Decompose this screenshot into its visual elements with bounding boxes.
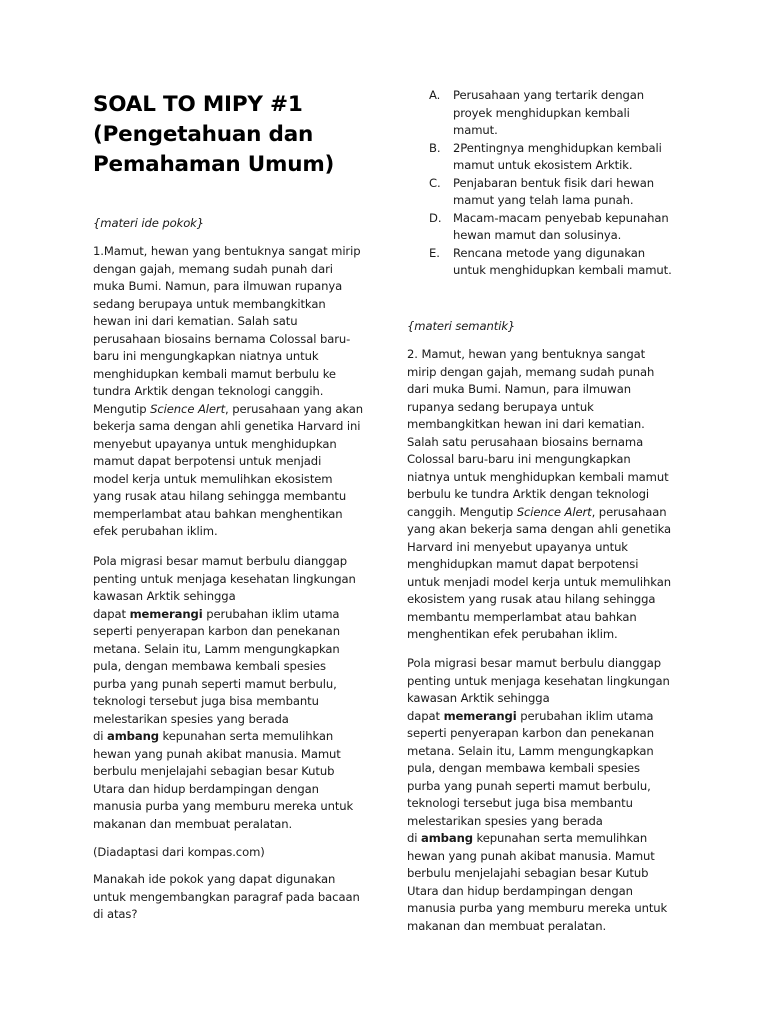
text-line: Pola migrasi besar mamut berbulu dianggap	[93, 554, 348, 568]
text-line: makanan dan membuat peralatan.	[407, 918, 607, 933]
text-span: perubahan iklim utama	[202, 606, 340, 621]
title-line: (Pengetahuan dan	[93, 122, 314, 147]
text-line: perusahaan biosains bernama Colossal baru-	[93, 331, 351, 346]
option-text-line: Perusahaan yang tertarik dengan	[453, 88, 644, 102]
option-letter: E.	[429, 245, 440, 260]
bold-term: memerangi	[443, 708, 517, 723]
option-b[interactable]	[407, 140, 682, 175]
section-tag-main-idea: {materi ide pokok}	[93, 216, 205, 230]
title-line: Pemahaman Umum)	[93, 152, 335, 177]
text-line: teknologi tersebut juga bisa membantu	[93, 694, 319, 708]
text-line: efek perubahan iklim.	[93, 524, 218, 538]
option-text-line: proyek menghidupkan kembali	[453, 105, 630, 120]
text-line: membantu memperlambat atau bahkan	[407, 609, 637, 624]
text-line: yang rusak atau hilang sehingga membantu	[93, 489, 347, 503]
option-text-line: Rencana metode yang digunakan	[453, 245, 646, 260]
text-line: bekerja sama dengan ahli genetika Harvard ini	[93, 419, 361, 433]
text-line: berbulu menjelajahi sebagian besar Kutub	[407, 866, 649, 880]
text-line: rupanya sedang berupaya untuk	[407, 399, 594, 414]
text-line: melestarikan spesies yang berada	[407, 813, 603, 828]
option-letter: C.	[429, 175, 441, 190]
text-line: berbulu ke tundra Arktik dengan teknologi	[407, 487, 650, 501]
text-line: ekosistem yang rusak atau hilang sehingga	[407, 592, 656, 606]
text-line: baru ini mengungkapkan niatnya untuk	[93, 349, 319, 363]
text-line: penting untuk menjaga kesehatan lingkungan	[93, 571, 356, 586]
text-line: metana. Selain itu, Lamm mengungkapkan	[93, 641, 340, 656]
text-line: hewan yang punah akibat manusia. Mamut	[93, 746, 341, 761]
text-line: mamut dapat berpotensi untuk menjadi	[93, 454, 322, 468]
option-letter: D.	[429, 210, 442, 225]
bold-term: memerangi	[129, 606, 203, 621]
text-line	[93, 401, 363, 419]
passage-2-paragraph-2	[407, 655, 670, 935]
text-line: membangkitkan hewan ini dari kematian.	[407, 417, 645, 431]
option-e[interactable]	[407, 245, 682, 280]
option-text-line: mamut.	[453, 123, 498, 137]
text-span: di	[93, 729, 107, 743]
text-line: untuk menjadi model kerja untuk memulihkan	[407, 574, 671, 589]
text-line: menghentikan efek perubahan iklim.	[407, 627, 618, 641]
passage-1-paragraph-2	[93, 553, 356, 833]
option-text-line: untuk menghidupkan kembali mamut.	[453, 263, 672, 277]
text-line: teknologi tersebut juga bisa membantu	[407, 796, 633, 810]
text-line: hewan yang punah akibat manusia. Mamut	[407, 848, 655, 863]
text-line: Manakah ide pokok yang dapat digunakan	[93, 872, 336, 886]
text-line: manusia purba yang memburu mereka untuk	[407, 901, 668, 915]
text-line: seperti penyerapan karbon dan penekanan	[407, 726, 654, 740]
text-line: menghidupkan kembali mamut berbulu ke	[93, 366, 336, 381]
text-line: 1.Mamut, hewan yang bentuknya sangat mirip	[93, 244, 361, 258]
text-line: model kerja untuk memulihkan ekosistem	[93, 471, 333, 486]
text-line: 2. Mamut, hewan yang bentuknya sangat	[407, 347, 646, 361]
text-line: di atas?	[93, 907, 138, 921]
text-line: mirip dengan gajah, memang sudah punah	[407, 364, 655, 379]
question-1-text	[93, 871, 360, 924]
passage-1-paragraph-1	[93, 243, 363, 541]
text-span: dapat	[407, 708, 444, 723]
text-line	[407, 504, 671, 522]
text-span: canggih. Mengutip	[407, 504, 517, 519]
text-span: , perusahaan	[591, 504, 667, 519]
text-line: makanan dan membuat peralatan.	[93, 816, 293, 831]
page-title	[93, 90, 383, 180]
text-line: dengan gajah, memang sudah punah dari	[93, 261, 333, 276]
text-line: kawasan Arktik sehingga	[407, 691, 550, 705]
text-line: dari muka Bumi. Namun, para ilmuwan	[407, 382, 631, 396]
option-text-line: mamut untuk ekosistem Arktik.	[453, 158, 633, 172]
option-a[interactable]	[407, 87, 682, 140]
option-text-line: Macam-macam penyebab kepunahan	[453, 210, 669, 225]
option-d[interactable]	[407, 210, 682, 245]
source-name-italic: Science Alert	[150, 401, 226, 416]
text-line: kawasan Arktik sehingga	[93, 589, 236, 603]
text-line: pula, dengan membawa kembali spesies	[93, 659, 326, 673]
text-line: metana. Selain itu, Lamm mengungkapkan	[407, 743, 654, 758]
option-letter: B.	[429, 140, 441, 155]
text-line: Harvard ini menyebut upayanya untuk	[407, 539, 628, 554]
text-line: memperlambat atau bahkan menghentikan	[93, 506, 343, 521]
text-line: seperti penyerapan karbon dan penekanan	[93, 624, 340, 638]
bold-term: ambang	[420, 831, 473, 845]
text-line: menghidupkan mamut dapat berpotensi	[407, 557, 639, 571]
text-line: muka Bumi. Namun, para ilmuwan rupanya	[93, 279, 343, 293]
text-line: untuk mengembangkan paragraf pada bacaan	[93, 889, 360, 904]
text-line	[407, 830, 670, 848]
text-line: pula, dengan membawa kembali spesies	[407, 761, 640, 775]
text-line: menyebut upayanya untuk menghidupkan	[93, 436, 337, 451]
text-line: Colossal baru-baru ini mengungkapkan	[407, 452, 631, 466]
text-line	[93, 728, 356, 746]
option-text-line: mamut yang telah lama punah.	[453, 193, 634, 207]
text-line: melestarikan spesies yang berada	[93, 711, 289, 726]
text-line: tundra Arktik dengan teknologi canggih.	[93, 384, 324, 398]
text-line: Utara dan hidup berdampingan dengan	[93, 781, 319, 796]
passage-2-paragraph-1	[407, 346, 671, 644]
title-line: SOAL TO MIPY #1	[93, 92, 303, 117]
text-line: Pola migrasi besar mamut berbulu dianggap	[407, 656, 662, 670]
text-span: di	[407, 831, 421, 845]
text-line: niatnya untuk menghidupkan kembali mamut	[407, 469, 669, 484]
option-text-line: Penjabaran bentuk fisik dari hewan	[453, 175, 655, 190]
text-line: berbulu menjelajahi sebagian besar Kutub	[93, 764, 335, 778]
option-c[interactable]	[407, 175, 682, 210]
option-letter: A.	[429, 88, 441, 102]
text-span: perubahan iklim utama	[516, 708, 654, 723]
source-citation: (Diadaptasi dari kompas.com)	[93, 845, 265, 859]
text-line: manusia purba yang memburu mereka untuk	[93, 799, 354, 813]
text-line: yang akan bekerja sama dengan ahli genetika	[407, 522, 672, 536]
option-text-line: hewan mamut dan solusinya.	[453, 228, 622, 242]
text-span: kepunahan serta memulihkan	[158, 729, 334, 743]
text-span: Mengutip	[93, 401, 151, 416]
option-text-line: 2Pentingnya menghidupkan kembali	[453, 140, 662, 155]
source-name-italic: Science Alert	[516, 504, 592, 519]
text-line: purba yang punah seperti mamut berbulu,	[407, 778, 651, 793]
answer-options	[407, 87, 682, 280]
text-line	[407, 708, 670, 726]
section-tag-semantic: {materi semantik}	[407, 319, 516, 333]
text-line: Utara dan hidup berdampingan dengan	[407, 883, 633, 898]
text-line: sedang berupaya untuk membangkitkan	[93, 296, 326, 311]
text-line: purba yang punah seperti mamut berbulu,	[93, 676, 337, 691]
text-line	[93, 606, 356, 624]
bold-term: ambang	[106, 729, 159, 743]
text-line: penting untuk menjaga kesehatan lingkungan	[407, 673, 670, 688]
text-span: kepunahan serta memulihkan	[472, 831, 648, 845]
text-span: dapat	[93, 606, 130, 621]
text-span: , perusahaan yang akan	[225, 401, 363, 416]
text-line: Salah satu perusahaan biosains bernama	[407, 434, 644, 449]
text-line: hewan ini dari kematian. Salah satu	[93, 314, 298, 328]
